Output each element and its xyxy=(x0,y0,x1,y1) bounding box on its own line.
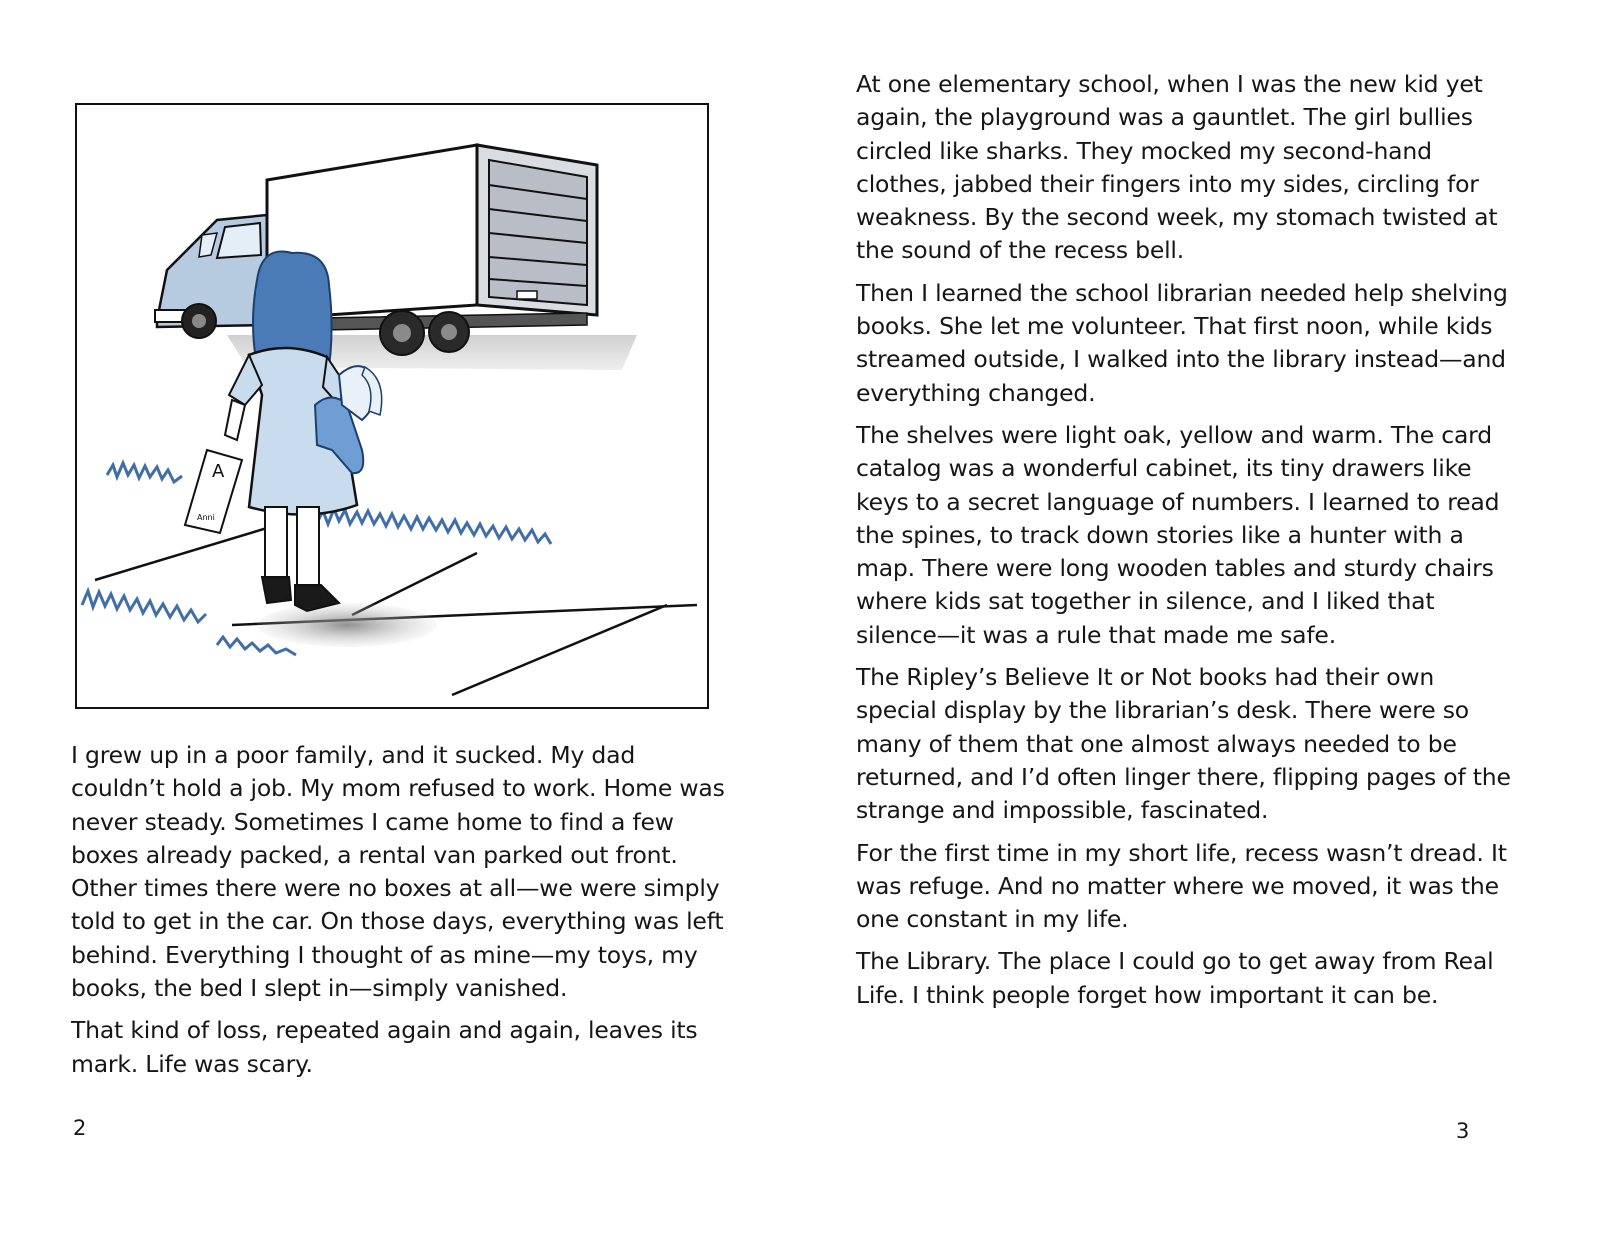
page-number-right: 3 xyxy=(1456,1119,1470,1143)
truck-cab xyxy=(155,215,269,338)
illustration-drawing xyxy=(77,105,707,707)
page-number-left: 2 xyxy=(73,1116,87,1140)
left-paragraph-1: I grew up in a poor family, and it sucked. My dad couldn’t hold a job. My mom refused to work. Home was never steady. Sometimes I came home to find a few boxes already packed, a rental van parked out front. Other times there were no boxes at all—we were simply told to get in the car. On those days, everything was left behind. Everything I thought of as mine—my toys, my books, the bed I slept in—simply vanished. xyxy=(71,741,725,1003)
left-paragraph-2: That kind of loss, repeated again and again, leaves its mark. Life was scary. xyxy=(71,1016,698,1078)
right-paragraph-4: The Ripley’s Believe It or Not books had their own special display by the librarian’s desk. There were so many of them that one almost always needed to be returned, and I’d often linger there, flipping pages of the strange and impossible, fascinated. xyxy=(856,663,1511,825)
school-paper xyxy=(185,450,242,533)
illustration-girl-moving-truck xyxy=(75,103,709,709)
right-paragraph-6: The Library. The place I could go to get away from Real Life. I think people forget how important it can be. xyxy=(856,947,1494,1009)
right-paragraph-3: The shelves were light oak, yellow and warm. The card catalog was a wonderful cabinet, its tiny drawers like keys to a secret language of numbers. I learned to read the spines, to track down stories like a hunter with a map. There were long wooden tables and sturdy chairs where kids sat together in silence, and I liked that silence—it was a rule that made me safe. xyxy=(856,420,1500,649)
right-page xyxy=(800,0,1600,1236)
paper-name: Anni xyxy=(197,513,215,522)
right-paragraph-1: At one elementary school, when I was the new kid yet again, the playground was a gauntlet. The girl bullies circled like sharks. They mocked my second-hand clothes, jabbed their fingers into my sides, circling for weakness. By the second week, my stomach twisted at the sound of the recess bell. xyxy=(856,70,1498,265)
left-page-text xyxy=(71,739,731,1090)
paper-grade: A xyxy=(212,461,225,482)
right-paragraph-2: Then I learned the school librarian needed help shelving books. She let me volunteer. That first noon, while kids streamed outside, I walked into the library instead—and everything changed. xyxy=(856,278,1508,407)
girl-shadow xyxy=(257,603,437,647)
right-page-text xyxy=(856,68,1516,1021)
right-paragraph-5: For the first time in my short life, recess wasn’t dread. It was refuge. And no matter where we moved, it was the one constant in my life. xyxy=(856,838,1507,934)
